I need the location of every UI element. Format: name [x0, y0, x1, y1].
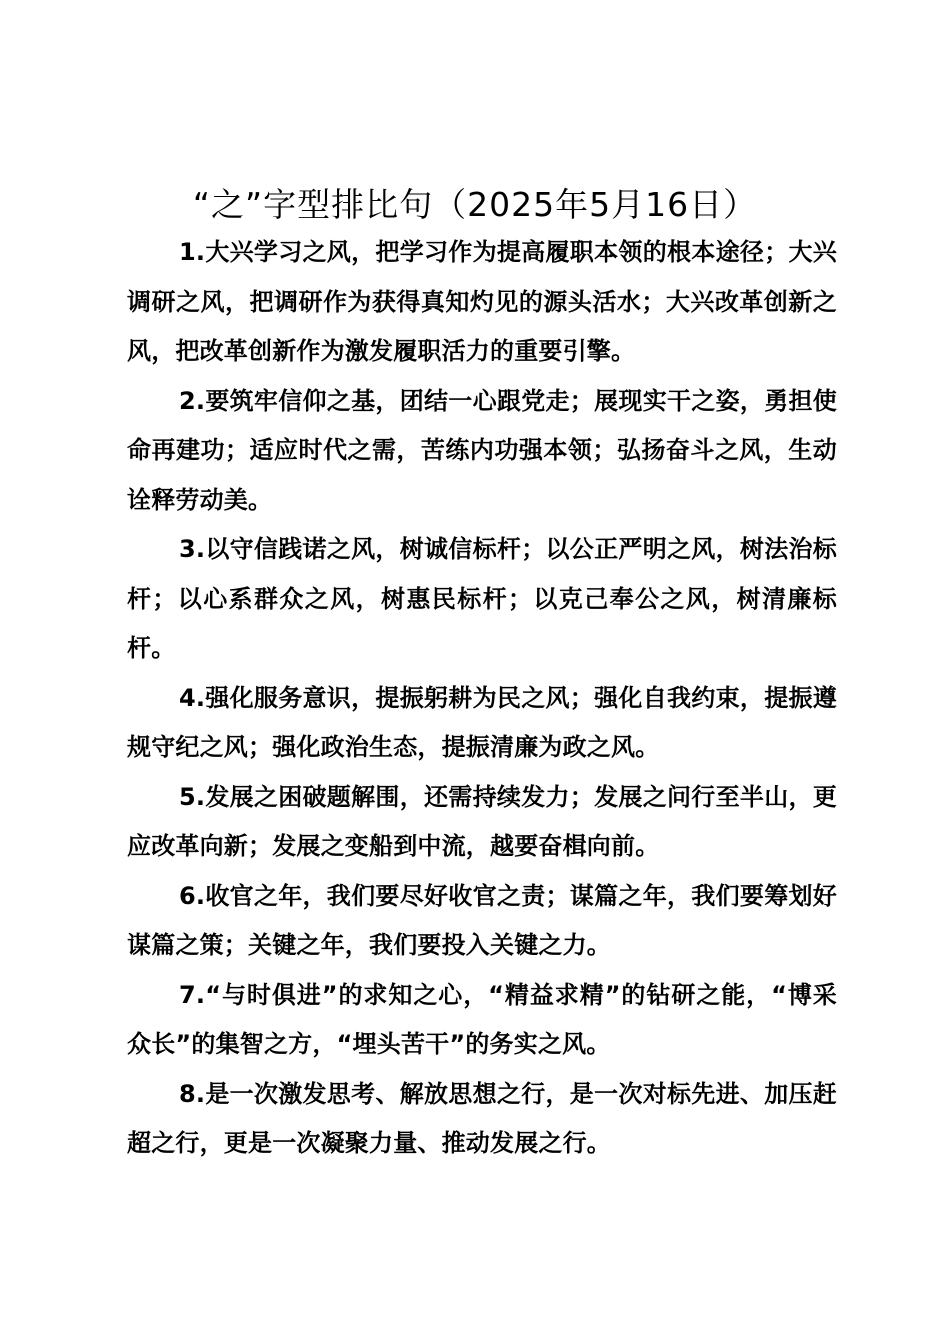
document-title: “之”字型排比句（2025年5月16日）	[192, 185, 758, 224]
document-body	[127, 228, 837, 1169]
paragraph-5: 5.发展之困破题解围，还需持续发力；发展之问行至半山，更应改革向新；发展之变船到中流，越要奋楫向前。	[127, 782, 837, 860]
paragraph-4: 4.强化服务意识，提振躬耕为民之风；强化自我约束，提振遵规守纪之风；强化政治生态，提振清廉为政之风。	[127, 683, 837, 761]
paragraph-3: 3.以守信践诺之风，树诚信标杆；以公正严明之风，树法治标杆；以心系群众之风，树惠民标杆；以克己奉公之风，树清廉标杆。	[127, 535, 837, 662]
paragraph-6: 6.收官之年，我们要尽好收官之责；谋篇之年，我们要筹划好谋篇之策；关键之年，我们要投入关键之力。	[127, 881, 837, 959]
paragraph-7: 7.“与时俱进”的求知之心，“精益求精”的钻研之能，“博采众长”的集智之方，“埋头苦干”的务实之风。	[127, 980, 837, 1058]
paragraph-2: 2.要筑牢信仰之基，团结一心跟党走；展现实干之姿，勇担使命再建功；适应时代之需，苦练内功强本领；弘扬奋斗之风，生动诠释劳动美。	[127, 386, 837, 514]
paragraph-8: 8.是一次激发思考、解放思想之行，是一次对标先进、加压赶超之行，更是一次凝聚力量、推动发展之行。	[127, 1079, 837, 1157]
paragraph-1: 1.大兴学习之风，把学习作为提高履职本领的根本途径；大兴调研之风，把调研作为获得真知灼见的源头活水；大兴改革创新之风，把改革创新作为激发履职活力的重要引擎。	[127, 238, 837, 365]
